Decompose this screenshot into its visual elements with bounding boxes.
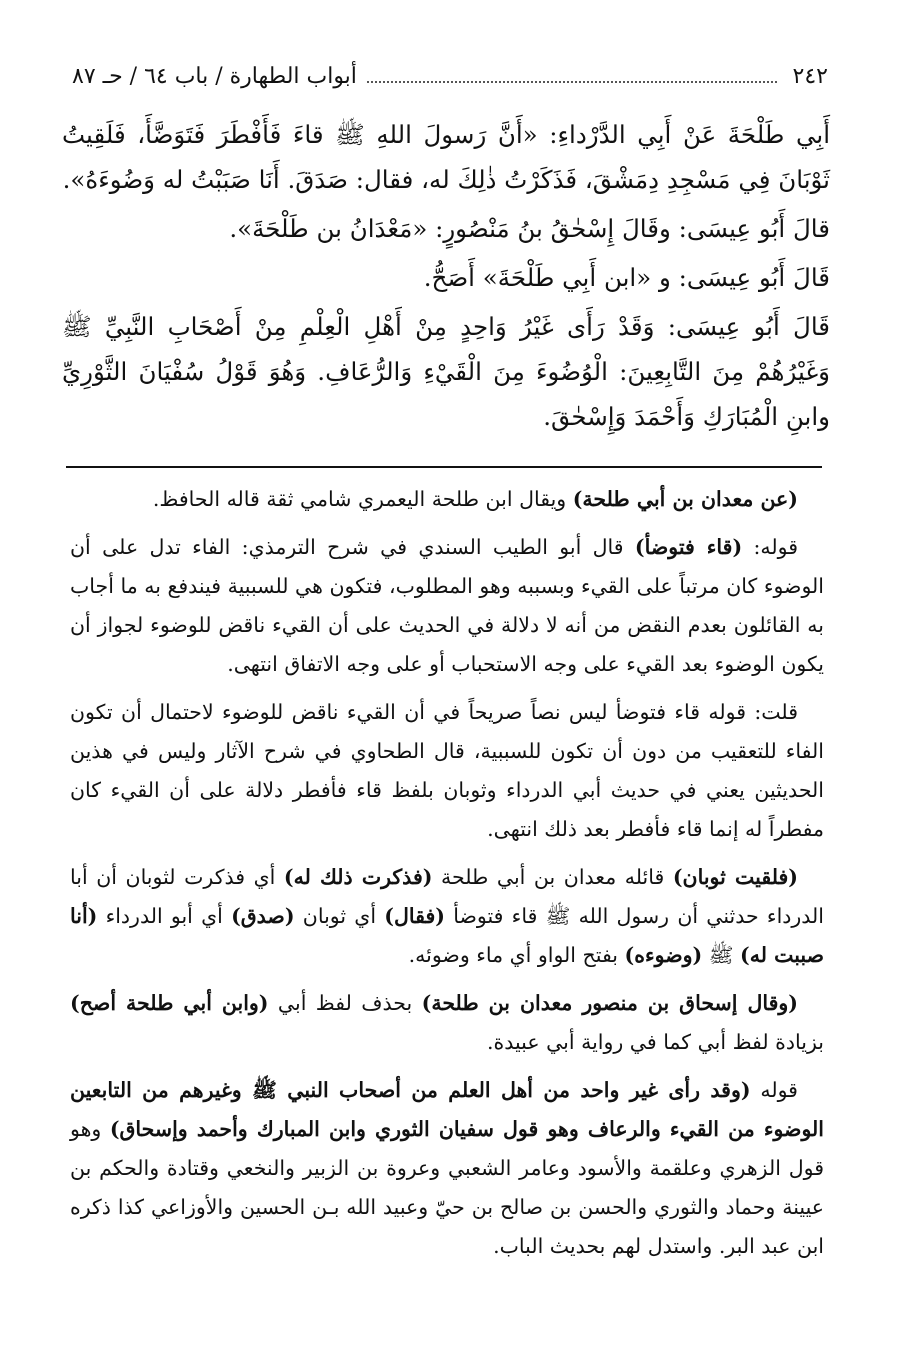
note-paragraph bbox=[70, 480, 824, 519]
note-text: قوله bbox=[750, 1078, 798, 1102]
note-paragraph bbox=[70, 858, 824, 975]
hadith-paragraph: قَالَ أَبُو عِيسَى: و «ابن أَبِي طَلْحَةَ» أَصَحُّ. bbox=[423, 263, 830, 292]
chapter-title: أبواب الطهارة / باب ٦٤ / حـ ٨٧ bbox=[72, 63, 357, 89]
note-lemma: (وابن أبي طلحة أصح) bbox=[70, 991, 269, 1015]
note-paragraph bbox=[70, 528, 824, 684]
note-text: ﷺ bbox=[702, 943, 741, 967]
hadith-paragraph: قالَ أَبُو عِيسَى: وقَالَ إِسْحٰقُ بنُ مَنْصُورٍ: «مَعْدَانُ بن طَلْحَةَ». bbox=[229, 214, 830, 243]
note-text: أي ثوبان bbox=[294, 904, 385, 928]
note-paragraph bbox=[70, 1071, 824, 1266]
note-lemma: (قاء فتوضأ) bbox=[634, 535, 743, 559]
note-lemma: (فذكرت ذلك له) bbox=[283, 865, 433, 889]
note-lemma: (فقال) bbox=[384, 904, 445, 928]
running-header bbox=[72, 58, 828, 94]
note-text: أي فذكرت لثوبان أن أبا الدرداء حدثني أن رسول الله ﷺ قاء فتوضأ bbox=[70, 865, 824, 928]
note-lemma: (صدق) bbox=[231, 904, 295, 928]
note-lemma: (وقد رأى غير واحد من أهل العلم من أصحاب النبي ﷺ وغيرهم من التابعين الوضوء من القيء والرعاف وهو قول سفيان الثوري وابن المبارك وأحمد وإسحاق) bbox=[70, 1078, 824, 1141]
note-paragraph bbox=[70, 984, 824, 1062]
note-lemma: (عن معدان بن أبي طلحة) bbox=[572, 487, 798, 511]
note-text: بحذف لفظ أبي bbox=[268, 991, 422, 1015]
note-lemma: (فلقيت ثوبان) bbox=[672, 865, 798, 889]
note-text: قال أبو الطيب السندي في شرح الترمذي: الفاء تدل على أن الوضوء كان مرتباً على القيء وبسببه وهو المطلوب، فتكون هي للسببية فيندفع به ما أجاب به القائلون بعدم النقض من أنه لا دلالة في الحديث على أن القيء ناقض للوضوء لجواز أن يكون الوضوء بعد القيء على وجه الاستحباب أو على وجه الاتفاق انتهى. bbox=[70, 535, 824, 676]
commentary bbox=[70, 480, 824, 1275]
hadith-text bbox=[62, 112, 830, 443]
note-text: قوله: bbox=[742, 535, 799, 559]
note-text: بزيادة لفظ أبي كما في رواية أبي عبيدة. bbox=[486, 1030, 824, 1054]
hadith-paragraph: أَبِي طَلْحَةَ عَنْ أَبِي الدَّرْداءِ: «أَنَّ رَسولَ اللهِ ﷺ قاءَ فَأَفْطَرَ فَتَوَضَّأَ، فَلَقِيتُ ثَوْبَانَ فِي مَسْجِدِ دِمَشْقَ، فَذَكَرْتُ ذٰلِكَ له، فقال: صَدَقَ. أَنَا صَبَبْتُ له وَضُوءَهُ». bbox=[62, 120, 830, 194]
note-text: قلت: قوله قاء فتوضأ ليس نصاً صريحاً في أن القيء ناقض للوضوء لاحتمال أن تكون الفاء للتعقيب من دون أن تكون للسببية، قال الطحاوي في شرح الآثار وليس في هذين الحديثين يعني في حديث أبي الدرداء وثوبان بلفظ قاء فأفطر دلالة على أن القيء كان مفطراً له إنما قاء فأفطر بعد ذلك انتهى. bbox=[70, 700, 824, 841]
note-lemma: (وقال إسحاق بن منصور معدان بن طلحة) bbox=[421, 991, 798, 1015]
separator-line bbox=[66, 466, 822, 468]
note-lemma: (وضوءه) bbox=[624, 943, 703, 967]
page-number: ٢٤٢ bbox=[792, 63, 828, 89]
note-text: بفتح الواو أي ماء وضوئه. bbox=[408, 943, 625, 967]
note-lemma: (أنا صببت له) bbox=[70, 904, 824, 967]
note-text: قائله معدان بن أبي طلحة bbox=[432, 865, 673, 889]
note-text: أي أبو الدرداء bbox=[97, 904, 232, 928]
note-text: وهو قول الزهري وعلقمة والأسود وعامر الشعبي وعروة بن الزبير والنخعي وقتادة والحكم بن عيينة وحماد والثوري والحسن بن صالح بن حيّ وعبيد الله بـن الحسين والأوزاعي كذا ذكره ابن عبد البر. واستدل لهم بحديث الباب. bbox=[70, 1117, 824, 1258]
note-paragraph bbox=[70, 693, 824, 849]
hadith-paragraph: قَالَ أَبُو عِيسَى: وَقَدْ رَأَى غَيْرُ وَاحِدٍ مِنْ أَهْلِ الْعِلْمِ مِنْ أَصْحَابِ النَّبِيِّ ﷺ وَغَيْرُهُمْ مِنَ التَّابِعِينَ: الْوُضُوءَ مِنَ الْقَيْءِ وَالرُّعَافِ. وَهُوَ قَوْلُ سُفْيَانَ الثَّوْرِيِّ وابنِ الْمُبَارَكِ وَأَحْمَدَ وَإِسْحٰقَ. bbox=[62, 312, 830, 431]
header-leader-dots bbox=[367, 81, 777, 83]
note-text: ويقال ابن طلحة اليعمري شامي ثقة قاله الحافظ. bbox=[152, 487, 573, 511]
